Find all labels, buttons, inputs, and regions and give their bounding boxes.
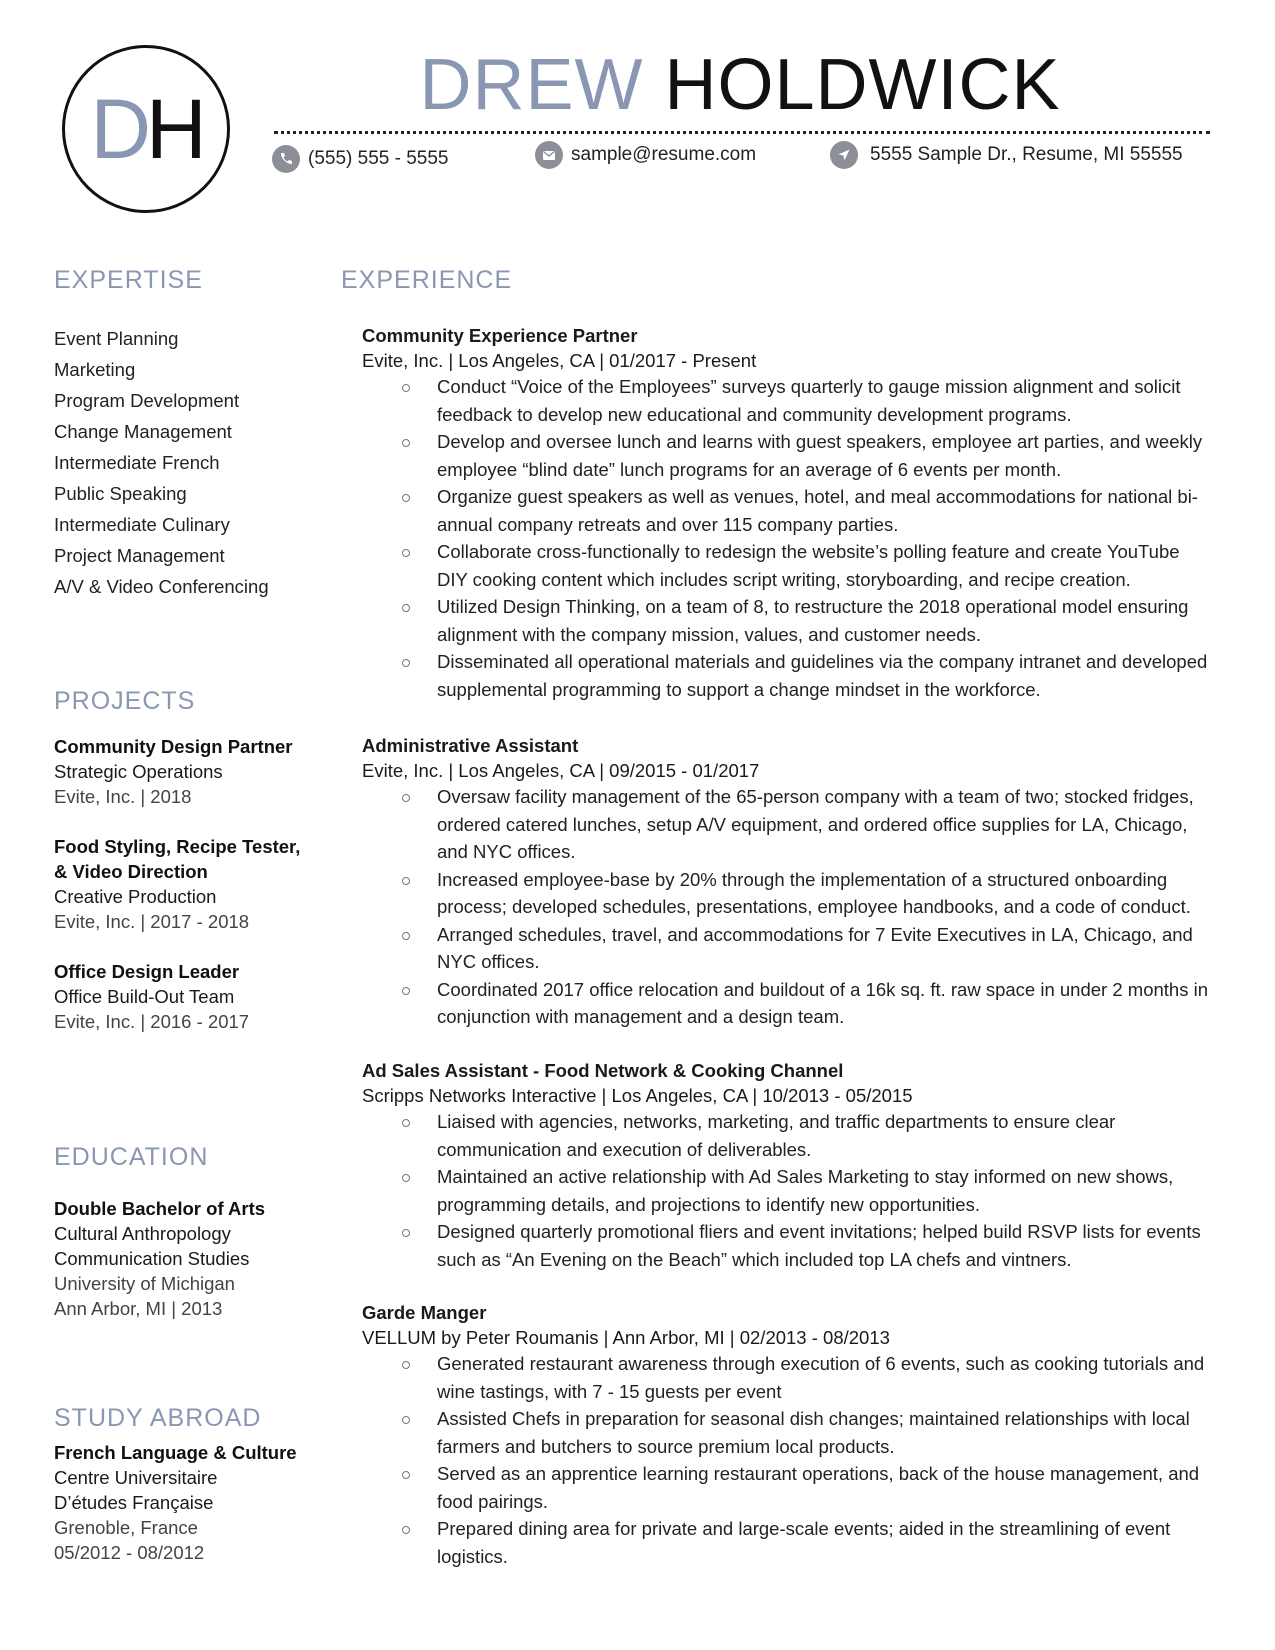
email-text: sample@resume.com [571,144,757,165]
contact-email [535,141,756,169]
bullet-item: Arranged schedules, travel, and accommodations for 7 Evite Executives in LA, Chicago, and NYC offices. [362,921,1212,976]
phone-text: (555) 555 - 5555 [308,148,449,169]
projects-heading: PROJECTS [54,687,196,715]
skill-item: Change Management [54,421,232,442]
project-meta: Evite, Inc. | 2017 - 2018 [54,911,250,932]
job-entry [362,733,1212,1031]
study-dates: 05/2012 - 08/2012 [54,1542,205,1563]
contact-phone [272,145,449,173]
bullet-item: Increased employee-base by 20% through the implementation of a structured onboarding process; developed schedules, presentations, employee handbooks, and a code of conduct. [362,866,1212,921]
project-title-line1: Food Styling, Recipe Tester, [54,836,301,857]
job-subtitle: Scripps Networks Interactive | Los Angeles, CA | 10/2013 - 05/2015 [362,1085,913,1106]
bullet-item: Generated restaurant awareness through execution of 6 events, such as cooking tutorials and wine tastings, with 7 - 15 guests per event [362,1350,1212,1405]
candidate-name [270,46,1210,125]
study-location: Grenoble, France [54,1517,198,1538]
project-role: Office Build-Out Team [54,986,235,1007]
project-item [54,734,304,809]
skill-item: Marketing [54,359,136,380]
bullet-item: Designed quarterly promotional fliers and event invitations; helped build RSVP lists for events such as “An Evening on the Beach” which included top LA chefs and vintners. [362,1218,1212,1273]
bullet-item: Maintained an active relationship with Ad Sales Marketing to stay informed on new shows, programming details, and projections to identify new opportunities. [362,1163,1212,1218]
project-meta: Evite, Inc. | 2016 - 2017 [54,1011,250,1032]
address-text: 5555 Sample Dr., Resume, MI 55555 [870,144,1183,165]
degree: Double Bachelor of Arts [54,1198,266,1219]
skill-item: Program Development [54,390,240,411]
project-item [54,834,304,934]
bullet-item: Liaised with agencies, networks, marketing, and traffic departments to ensure clear communication and execution of deliverables. [362,1108,1212,1163]
expertise-list [54,323,269,602]
skill-item: Intermediate Culinary [54,514,230,535]
project-role: Strategic Operations [54,761,223,782]
job-title: Garde Manger [362,1302,487,1323]
study-school-line1: Centre Universitaire [54,1467,218,1488]
job-entry [362,1058,1212,1273]
job-bullets [362,783,1212,1031]
mail-icon [535,141,563,169]
major: Communication Studies [54,1248,250,1269]
bullet-item: Collaborate cross-functionally to redesign the website’s polling feature and create YouTube DIY cooking content which includes script writing, storyboarding, and recipe creation. [362,538,1212,593]
expertise-heading: EXPERTISE [54,266,203,294]
phone-icon [272,145,300,173]
bullet-item: Organize guest speakers as well as venues, hotel, and meal accommodations for national bi-annual company retreats and over 115 company parties. [362,483,1212,538]
bullet-item: Disseminated all operational materials and guidelines via the company intranet and developed supplemental programming to support a change mindset in the workforce. [362,648,1212,703]
bullet-item: Coordinated 2017 office relocation and buildout of a 16k sq. ft. raw space in under 2 months in conjunction with management and a design team. [362,976,1212,1031]
monogram-last-letter: H [146,82,202,176]
job-title: Community Experience Partner [362,325,638,346]
job-bullets [362,373,1212,703]
contact-address [830,141,1183,169]
monogram-logo [62,45,230,213]
monogram-first-letter: D [90,82,146,176]
major: Cultural Anthropology [54,1223,231,1244]
job-subtitle: Evite, Inc. | Los Angeles, CA | 01/2017 - Present [362,350,757,371]
education-block [54,1196,304,1321]
job-bullets [362,1108,1212,1273]
project-item [54,959,304,1034]
bullet-item: Prepared dining area for private and large-scale events; aided in the streamlining of event logistics. [362,1515,1212,1570]
bullet-item: Assisted Chefs in preparation for seasonal dish changes; maintained relationships with local farmers and butchers to source premium local products. [362,1405,1212,1460]
skill-item: Event Planning [54,328,179,349]
experience-heading: EXPERIENCE [341,266,513,294]
job-subtitle: Evite, Inc. | Los Angeles, CA | 09/2015 - 01/2017 [362,760,760,781]
bullet-item: Oversaw facility management of the 65-person company with a team of two; stocked fridges, ordered catered lunches, setup A/V equipment, and ordered office supplies for LA, Chicago, and NYC offices. [362,783,1212,866]
study-abroad-block [54,1440,304,1565]
bullet-item: Conduct “Voice of the Employees” surveys quarterly to gauge mission alignment and solicit feedback to develop new educational and community development programs. [362,373,1212,428]
job-entry [362,323,1212,703]
job-title: Administrative Assistant [362,735,579,756]
job-entry [362,1300,1212,1570]
job-bullets [362,1350,1212,1570]
study-school-line2: D’études Française [54,1492,214,1513]
bullet-item: Utilized Design Thinking, on a team of 8, to restructure the 2018 operational model ensuring alignment with the company mission, values, and customer needs. [362,593,1212,648]
last-name: HOLDWICK [664,45,1061,125]
first-name: DREW [419,45,644,125]
study-program: French Language & Culture [54,1442,297,1463]
project-role: Creative Production [54,886,217,907]
skill-item: Project Management [54,545,225,566]
job-title: Ad Sales Assistant - Food Network & Cooking Channel [362,1060,844,1081]
header-divider [274,131,1210,134]
project-title-line2: & Video Direction [54,861,208,882]
project-title: Office Design Leader [54,961,240,982]
location-arrow-icon [830,141,858,169]
project-title: Community Design Partner [54,736,293,757]
skill-item: Intermediate French [54,452,220,473]
skill-item: Public Speaking [54,483,187,504]
bullet-item: Served as an apprentice learning restaurant operations, back of the house management, and food pairings. [362,1460,1212,1515]
job-subtitle: VELLUM by Peter Roumanis | Ann Arbor, MI | 02/2013 - 08/2013 [362,1327,890,1348]
skill-item: A/V & Video Conferencing [54,576,269,597]
project-meta: Evite, Inc. | 2018 [54,786,192,807]
education-heading: EDUCATION [54,1143,209,1171]
school-name: University of Michigan [54,1273,235,1294]
bullet-item: Develop and oversee lunch and learns with guest speakers, employee art parties, and weekly employee “blind date” lunch programs for an average of 6 events per month. [362,428,1212,483]
study-abroad-heading: STUDY ABROAD [54,1404,262,1432]
school-location: Ann Arbor, MI | 2013 [54,1298,223,1319]
